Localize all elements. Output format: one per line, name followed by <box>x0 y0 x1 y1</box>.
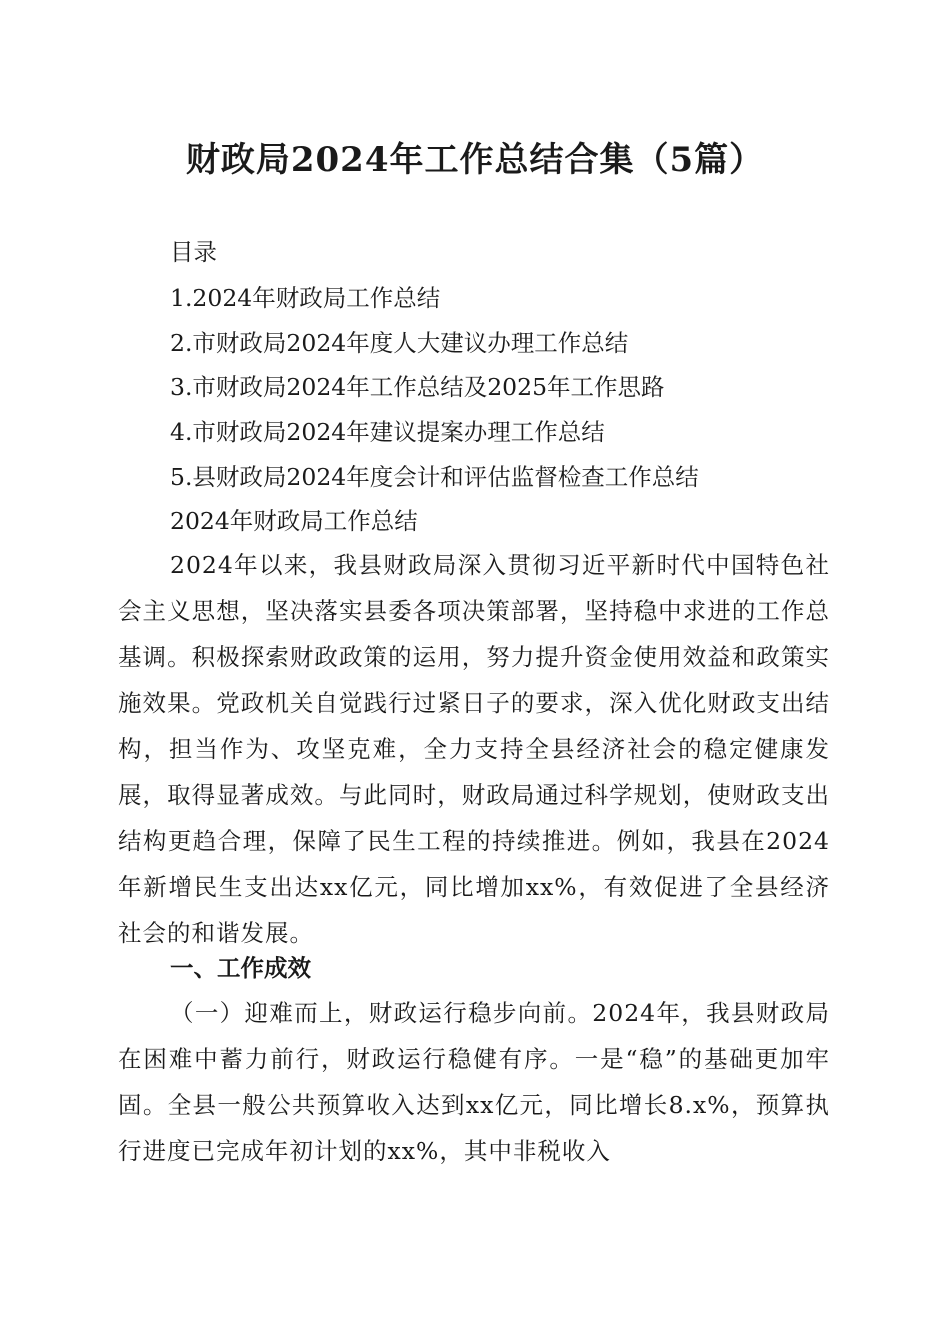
toc-item-2: 2.市财政局2024年度人大建议办理工作总结 <box>170 329 629 357</box>
toc-item-1: 1.2024年财政局工作总结 <box>170 284 441 312</box>
article-title: 2024年财政局工作总结 <box>170 507 418 535</box>
toc-heading: 目录 <box>170 238 217 266</box>
toc-item-3: 3.市财政局2024年工作总结及2025年工作思路 <box>170 373 665 401</box>
section-heading: 一、工作成效 <box>170 954 311 982</box>
intro-paragraph: 2024年以来，我县财政局深入贯彻习近平新时代中国特色社会主义思想，坚决落实县委各项决策部署，坚持稳中求进的工作总基调。积极探索财政政策的运用，努力提升资金使用效益和政策实施效果。党政机关自觉践行过紧日子的要求，深入优化财政支出结构，担当作为、攻坚克难，全力支持全县经济社会的稳定健康发展，取得显著成效。与此同时，财政局通过科学规划，使财政支出结构更趋合理，保障了民生工程的持续推进。例如，我县在2024年新增民生支出达xx亿元，同比增加xx%，有效促进了全县经济社会的和谐发展。 <box>118 551 830 947</box>
document-title: 财政局2024年工作总结合集（5篇） <box>185 140 765 180</box>
toc-item-4: 4.市财政局2024年建议提案办理工作总结 <box>170 418 605 446</box>
section-paragraph: （一）迎难而上，财政运行稳步向前。2024年，我县财政局在困难中蓄力前行，财政运行稳健有序。一是“稳”的基础更加牢固。全县一般公共预算收入达到xx亿元，同比增长8.x%，预算执行进度已完成年初计划的xx%，其中非税收入 <box>118 999 830 1165</box>
toc-item-5: 5.县财政局2024年度会计和评估监督检查工作总结 <box>170 463 699 491</box>
